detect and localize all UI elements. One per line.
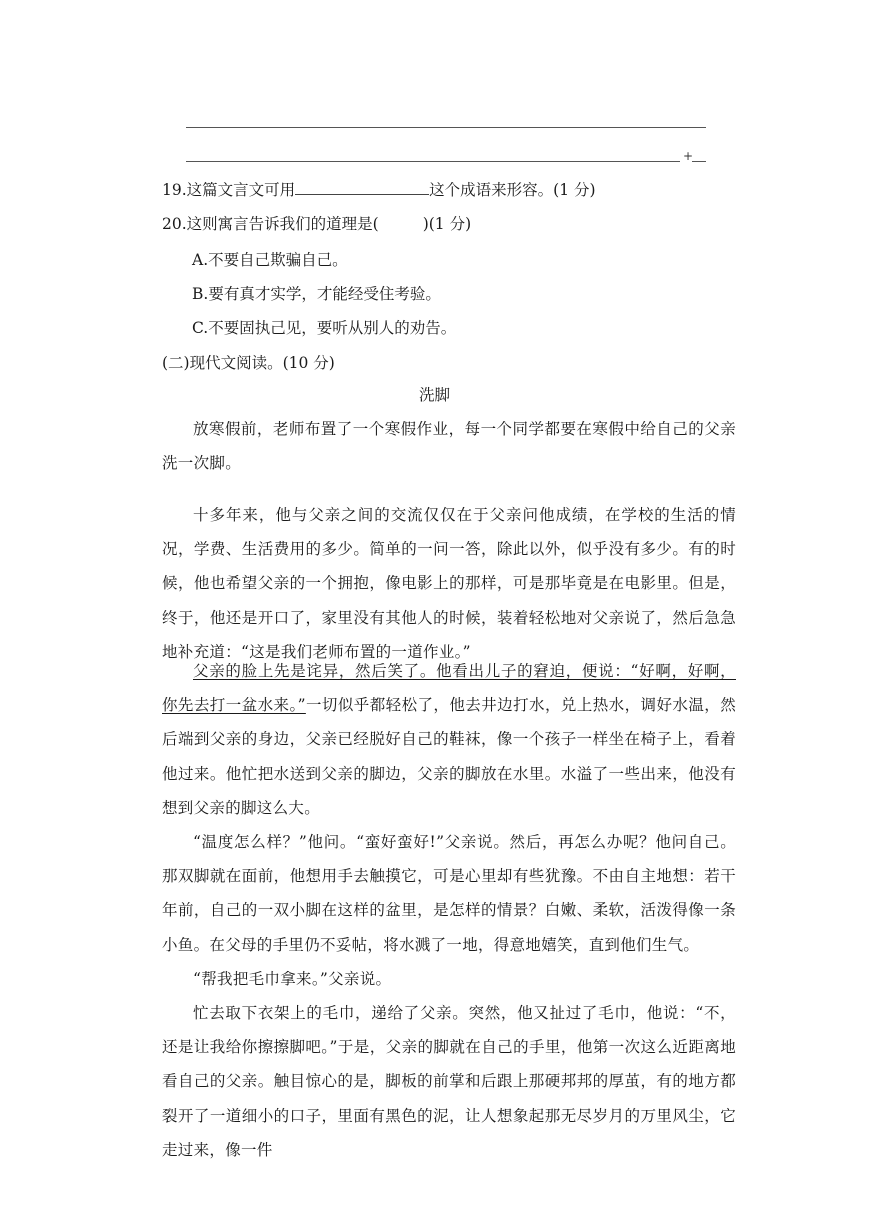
underlined-sentence: 父亲的脸上先是诧异，然后笑了。他看出儿子的窘迫，便说：“好啊，好啊，你先去打一盆水来。” — [162, 662, 736, 715]
question-20-option-c: C.不要固执己见，要听从别人的劝告。 — [192, 319, 457, 337]
section-heading: (二)现代文阅读。(10 分) — [162, 354, 335, 372]
question-19-prefix: 19.这篇文言文可用 — [162, 181, 296, 199]
answer-line-2-tail — [692, 161, 706, 162]
article-paragraph-1: 放寒假前，老师布置了一个寒假作业，每一个同学都要在寒假中给自己的父亲洗一次脚。 — [162, 420, 736, 473]
question-19-blank[interactable] — [295, 180, 429, 195]
question-19-suffix: 这个成语来形容。(1 分) — [429, 181, 596, 199]
article-paragraph-4: “温度怎么样？”他问。“蛮好蛮好!”父亲说。然后，再怎么办呢？他问自己。那双脚就在面前，他想用手去触摸它，可是心里却有些犹豫。不由自主地想：若干年前，自己的一双小脚在这样的盆里，是怎样的情景？白嫩、柔软，活泼得像一条小鱼。在父母的手里仍不妥帖，将水溅了一地，得意地嬉笑，直到他们生气。 — [162, 833, 736, 954]
article-paragraph-6: 忙去取下衣架上的毛巾，递给了父亲。突然，他又扯过了毛巾，他说：“不，还是让我给你擦擦脚吧。”于是，父亲的脚就在自己的手里，他第一次这么近距离地看自己的父亲。触目惊心的是，脚板的前掌和后跟上那硬邦邦的厚茧，有的地方都裂开了一道细小的口子，里面有黑色的泥，让人想象起那无尽岁月的万里风尘，它走过来，像一件 — [162, 1004, 736, 1159]
question-20-option-b: B.要有真才实学，才能经受住考验。 — [192, 285, 441, 303]
question-20-suffix: )(1 分) — [422, 215, 472, 233]
question-19 — [162, 180, 596, 200]
question-20 — [162, 214, 471, 234]
article-paragraph-3-rest: 一切似乎都轻松了，他去井边打水，兑上热水，调好水温，然后端到父亲的身边，父亲已经脱好自己的鞋袜，像一个孩子一样坐在椅子上，看着他过来。他忙把水送到父亲的脚边，父亲的脚放在水里。水溢了一些出来，他没有想到父亲的脚这么大。 — [162, 696, 736, 817]
answer-line-2 — [186, 161, 680, 162]
article-paragraph-3 — [162, 654, 736, 825]
article-title: 洗脚 — [418, 386, 450, 404]
question-20-option-a: A.不要自己欺骗自己。 — [192, 251, 348, 269]
answer-line-1 — [186, 127, 706, 128]
question-20-prefix: 20.这则寓言告诉我们的道理是( — [162, 215, 379, 233]
answer-line-end-mark: + — [683, 149, 694, 163]
article-paragraph-5: “帮我把毛巾拿来。”父亲说。 — [193, 970, 392, 988]
article-paragraph-2: 十多年来，他与父亲之间的交流仅仅在于父亲问他成绩，在学校的生活的情况，学费、生活费用的多少。简单的一问一答，除此以外，似乎没有多少。有的时候，他也希望父亲的一个拥抱，像电影上的那样，可是那毕竟是在电影里。但是，终于，他还是开口了，家里没有其他人的时候，装着轻松地对父亲说了，然后急急地补充道：“这是我们老师布置的一道作业。” — [162, 506, 736, 661]
